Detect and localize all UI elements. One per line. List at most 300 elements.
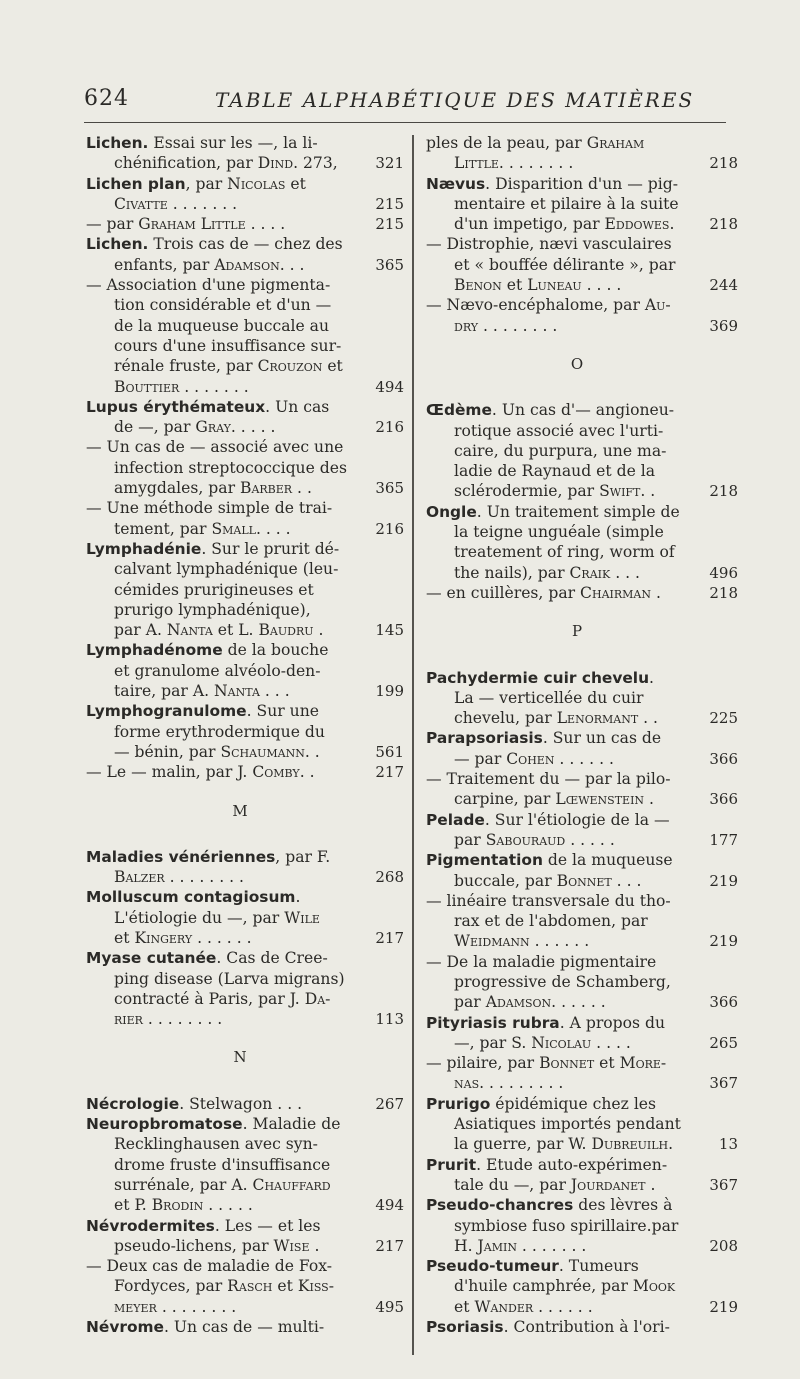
page-ref: 216 — [375, 519, 404, 538]
entry-line — [426, 563, 686, 583]
entry-line — [86, 559, 352, 579]
entry-term: Nécrologie — [86, 1094, 180, 1113]
author-name: Lœwenstein — [555, 790, 645, 809]
entry-line — [426, 850, 686, 870]
author-name: Lenormant — [556, 709, 639, 728]
entry-text: — Distrophie, nævi vasculaires — [426, 235, 672, 254]
column-divider — [412, 135, 414, 1355]
author-name: Wise — [273, 1236, 310, 1255]
index-entry — [426, 1094, 738, 1155]
entry-text: . . . — [610, 563, 640, 582]
entry-line — [426, 522, 686, 542]
entry-text: chevelu, par — [454, 709, 557, 728]
entry-line — [86, 336, 352, 356]
entry-text: et granulome alvéolo-den- — [114, 661, 321, 680]
entry-term: Prurit — [426, 1155, 477, 1174]
page-ref: 365 — [375, 255, 404, 274]
entry-text: . . . . . . . — [167, 194, 238, 213]
author-name: Comby — [252, 763, 300, 782]
entry-text: des lèvres à — [573, 1196, 673, 1215]
entry-line — [426, 1216, 686, 1236]
author-name: rier — [114, 1010, 143, 1029]
page-ref: 366 — [709, 790, 738, 809]
entry-term: Œdème — [426, 401, 492, 420]
author-name: Dind — [257, 154, 294, 173]
entry-line — [86, 620, 352, 640]
entry-line — [86, 1195, 352, 1215]
author-name: Craik — [569, 563, 611, 582]
entry-text: par — [454, 830, 486, 849]
page-ref: 244 — [709, 276, 738, 295]
entry-line — [426, 1195, 686, 1215]
entry-line — [86, 377, 352, 397]
entry-text: . . — [638, 709, 658, 728]
index-entry — [86, 234, 404, 275]
entry-text: rax et de l'abdomen, par — [454, 912, 648, 931]
entry-text: . Sur le prurit dé- — [201, 539, 340, 558]
entry-line — [86, 1317, 352, 1337]
entry-line — [426, 668, 686, 688]
entry-text: et « bouffée délirante », par — [454, 255, 676, 274]
author-name: Graham Little — [138, 215, 246, 234]
entry-text: . . . — [259, 682, 290, 701]
entry-term: Maladies vénériennes — [86, 847, 276, 866]
entry-text: . A propos du — [559, 1013, 666, 1032]
entry-line — [426, 708, 686, 728]
author-name: Jourdanet — [570, 1175, 646, 1194]
page-ref: 321 — [375, 154, 404, 173]
entry-text: caire, du purpura, une ma- — [454, 441, 667, 460]
index-entry — [426, 174, 738, 235]
entry-line — [426, 194, 686, 214]
page-ref: 218 — [709, 583, 738, 602]
entry-text: rotique associé avec l'urti- — [454, 421, 664, 440]
entry-text: et P. — [114, 1196, 152, 1215]
index-entry — [86, 1317, 404, 1337]
entry-line — [426, 1013, 686, 1033]
entry-line — [426, 1236, 686, 1256]
author-name: Civatte — [114, 194, 168, 213]
entry-text: et — [322, 357, 343, 376]
entry-term: Névrodermites — [86, 1216, 215, 1235]
entry-text: cémides prurigineuses et — [114, 580, 314, 599]
section-letter: O — [570, 354, 584, 373]
entry-term: Neuropbromatose — [86, 1115, 243, 1134]
entry-line — [86, 397, 352, 417]
entry-text: cours d'une insuffisance sur- — [114, 336, 342, 355]
entry-text: . . . . . . — [551, 993, 606, 1012]
entry-text: et — [501, 276, 528, 295]
entry-line — [426, 1256, 686, 1276]
entry-line — [86, 600, 352, 620]
index-entry — [86, 1114, 404, 1215]
entry-text: . — [668, 1135, 674, 1154]
entry-text: tale du —, par — [454, 1175, 571, 1194]
page-ref: 13 — [718, 1135, 738, 1154]
entry-text: — par — [86, 215, 139, 234]
entry-text: carpine, par — [454, 790, 556, 809]
index-entry — [426, 133, 738, 174]
author-name: Balzer — [114, 868, 165, 887]
entry-line — [86, 1216, 352, 1236]
entry-text: — Une méthode simple de trai- — [86, 499, 333, 518]
entry-text: et — [454, 1297, 475, 1316]
entry-line — [426, 1276, 686, 1296]
entry-text: . . . . — [591, 1033, 631, 1052]
entry-text: . — [309, 1236, 320, 1255]
entry-text: . — [669, 215, 675, 234]
author-name: Au- — [644, 296, 671, 315]
entry-line — [426, 789, 686, 809]
index-entry — [86, 1094, 404, 1114]
entry-text: . . . . . . . . — [164, 868, 244, 887]
entry-text: . Tumeurs — [558, 1257, 639, 1276]
index-entry — [86, 397, 404, 438]
index-entry — [86, 1256, 404, 1317]
entry-term: Névrome — [86, 1318, 164, 1337]
entry-text: calvant lymphadénique (leu- — [114, 560, 339, 579]
index-entry — [86, 762, 404, 782]
entry-text: Trois cas de — chez des — [148, 235, 343, 254]
entry-line — [86, 316, 352, 336]
entry-text: amygdales, par — [114, 479, 240, 498]
entry-text: — pilaire, par — [426, 1054, 540, 1073]
entry-line — [86, 762, 352, 782]
entry-term: Pseudo-chancres — [426, 1196, 574, 1215]
entry-line — [426, 1094, 686, 1114]
entry-text: . . — [640, 482, 656, 501]
entry-line — [86, 478, 352, 498]
entry-text: — par — [454, 749, 507, 768]
entry-line — [426, 1033, 686, 1053]
index-entry — [426, 810, 738, 851]
entry-text: . 273, — [293, 154, 338, 173]
author-name: Chairman — [580, 583, 651, 602]
entry-term: Lichen. — [86, 235, 149, 254]
entry-text: — Traitement du — par la pilo- — [426, 770, 671, 789]
entry-text: . . . . . — [230, 418, 276, 437]
author-name: Brodin — [151, 1196, 204, 1215]
page-ref: 369 — [709, 316, 738, 335]
entry-text: enfants, par — [114, 255, 215, 274]
author-name: Kingery — [134, 928, 193, 947]
entry-text: . . . . — [255, 519, 291, 538]
entry-text: . . . — [611, 871, 642, 890]
author-name: Cohen — [506, 749, 555, 768]
entry-line — [426, 1155, 686, 1175]
page-ref: 217 — [375, 763, 404, 782]
index-entry — [86, 1216, 404, 1257]
entry-line — [426, 441, 686, 461]
entry-text: . Les — et les — [214, 1216, 321, 1235]
entry-line — [86, 437, 352, 457]
page-ref: 145 — [375, 621, 404, 640]
author-name: Jamin — [477, 1236, 517, 1255]
index-entry — [86, 214, 404, 234]
index-entry — [86, 174, 404, 215]
author-name: Weidmann — [454, 932, 530, 951]
entry-text: de la bouche — [222, 641, 329, 660]
entry-text: . . . . . . . . — [498, 154, 574, 173]
index-column-left — [86, 133, 404, 1337]
author-name: Barber — [239, 479, 293, 498]
page-ref: 561 — [375, 742, 404, 761]
author-name: More- — [619, 1054, 667, 1073]
author-name: Nanta — [166, 621, 213, 640]
entry-text: . — [313, 621, 324, 640]
entry-text: . . — [292, 479, 312, 498]
entry-line — [86, 295, 352, 315]
entry-line — [86, 1134, 352, 1154]
index-column-right — [426, 133, 738, 1337]
page-ref: 218 — [709, 215, 738, 234]
entry-line — [86, 539, 352, 559]
entry-line — [86, 275, 352, 295]
entry-text: pseudo-lichens, par — [114, 1236, 274, 1255]
entry-text: contracté à Paris, par J. — [114, 989, 305, 1008]
index-entry — [426, 850, 738, 891]
index-entry — [86, 948, 404, 1029]
author-name: Mook — [632, 1277, 676, 1296]
entry-line — [426, 421, 686, 441]
running-title: TABLE ALPHABÉTIQUE DES MATIÈRES — [215, 88, 695, 112]
author-name: Kiss- — [297, 1277, 334, 1296]
entry-text: . . . . . . — [554, 749, 614, 768]
entry-text: . Un traitement simple de — [476, 502, 680, 521]
page-ref: 496 — [709, 563, 738, 582]
entry-text: la guerre, par W. — [454, 1135, 592, 1154]
entry-text: et — [594, 1054, 620, 1073]
author-name: Small — [211, 519, 256, 538]
entry-term: Parapsoriasis — [426, 729, 543, 748]
entry-line — [86, 681, 352, 701]
entry-line — [426, 502, 686, 522]
index-entry — [86, 640, 404, 701]
entry-text: et — [114, 928, 135, 947]
entry-line — [426, 992, 686, 1012]
entry-term: Lichen. — [86, 134, 149, 152]
index-entry — [86, 437, 404, 498]
entry-line — [426, 1114, 686, 1134]
entry-line — [86, 498, 352, 518]
page-ref: 494 — [375, 377, 404, 396]
entry-line — [426, 583, 686, 603]
author-name: Eddowes — [604, 215, 670, 234]
author-name: Dubreuilh — [591, 1135, 669, 1154]
author-name: Wander — [474, 1297, 534, 1316]
index-entry — [426, 891, 738, 952]
entry-text: . — [650, 583, 661, 602]
entry-term: Prurigo — [426, 1094, 491, 1113]
page-ref: 218 — [709, 482, 738, 501]
page-ref: 219 — [709, 1297, 738, 1316]
entry-text: , par — [185, 174, 228, 193]
author-name: Schaumann — [220, 742, 305, 761]
entry-line — [426, 316, 686, 336]
index-entry — [426, 400, 738, 501]
page-ref: 219 — [709, 871, 738, 890]
entry-line — [426, 1134, 686, 1154]
author-name: Chauffard — [252, 1175, 331, 1194]
entry-text: . . — [299, 763, 315, 782]
index-entry — [426, 668, 738, 729]
entry-line — [86, 1114, 352, 1134]
entry-line — [426, 1175, 686, 1195]
page-ref: 219 — [709, 932, 738, 951]
entry-text: forme erythrodermique du — [114, 722, 325, 741]
author-name: Adamson — [485, 993, 552, 1012]
entry-text: . . . . . . . . — [142, 1010, 223, 1029]
entry-text: . . . . . . . — [516, 1236, 587, 1255]
index-entry — [426, 234, 738, 295]
entry-text: . Un cas — [265, 397, 330, 416]
entry-line — [86, 701, 352, 721]
entry-line — [426, 952, 686, 972]
entry-line — [86, 234, 352, 254]
author-name: Gray — [195, 418, 231, 437]
author-name: Crouzon — [257, 357, 323, 376]
entry-term: Molluscum contagiosum — [86, 888, 296, 907]
entry-text: ping disease (Larva migrans) — [114, 969, 345, 988]
entry-text: . Un cas d'— angioneu- — [491, 401, 675, 420]
page-ref: 494 — [375, 1196, 404, 1215]
index-entry — [86, 498, 404, 539]
entry-line — [426, 931, 686, 951]
header-rule — [84, 122, 726, 123]
entry-text: treatement of ring, worm of — [454, 543, 675, 562]
index-entry — [426, 769, 738, 810]
entry-text: . . . . . . — [192, 928, 252, 947]
page-ref: 267 — [375, 1094, 404, 1113]
entry-text: tement, par — [114, 519, 212, 538]
entry-line — [86, 969, 352, 989]
entry-line — [426, 234, 686, 254]
index-entry — [426, 1256, 738, 1317]
entry-text: — Nævo-encéphalome, par — [426, 296, 645, 315]
entry-line — [86, 661, 352, 681]
entry-text: . . . . . . — [533, 1297, 593, 1316]
page-ref: 177 — [709, 830, 738, 849]
index-entry — [426, 1155, 738, 1196]
entry-text: et L. — [212, 621, 259, 640]
entry-text: de la muqueuse — [542, 851, 673, 870]
entry-line — [426, 542, 686, 562]
entry-line — [426, 769, 686, 789]
entry-line — [426, 728, 686, 748]
index-entry — [86, 847, 404, 888]
entry-line — [86, 153, 352, 173]
author-name: Nicolas — [227, 174, 286, 193]
author-name: meyer — [114, 1297, 157, 1316]
entry-line — [86, 928, 352, 948]
entry-line — [86, 948, 352, 968]
entry-line — [86, 867, 352, 887]
entry-term: Pseudo-tumeur — [426, 1257, 559, 1276]
entry-line — [426, 830, 686, 850]
index-entry — [86, 275, 404, 397]
entry-text: et — [272, 1277, 298, 1296]
entry-line — [86, 1175, 352, 1195]
entry-line — [86, 214, 352, 234]
page-ref: 215 — [375, 215, 404, 234]
entry-text: . Un cas de — multi- — [164, 1318, 325, 1337]
entry-text: . Sur l'étiologie de la — — [484, 810, 670, 829]
entry-text: . . . . . — [203, 1196, 253, 1215]
author-name: Graham — [586, 134, 645, 152]
entry-line — [426, 1053, 686, 1073]
entry-text: . . . . . . . . — [478, 316, 558, 335]
entry-line — [86, 887, 352, 907]
entry-text: . Sur une — [246, 702, 319, 721]
entry-text: surrénale, par A. — [114, 1175, 253, 1194]
entry-term: Ongle — [426, 502, 477, 521]
entry-line — [426, 153, 686, 173]
index-entry — [86, 887, 404, 948]
entry-term: Lupus érythémateux — [86, 397, 266, 416]
entry-text: . — [644, 790, 654, 809]
author-name: Bonnet — [539, 1054, 595, 1073]
author-name: Luneau — [527, 276, 582, 295]
entry-text: buccale, par — [454, 871, 557, 890]
entry-line — [426, 481, 686, 501]
author-name: Nanta — [214, 682, 260, 701]
entry-line — [86, 1256, 352, 1276]
author-name: Wile — [284, 908, 320, 927]
entry-line — [426, 255, 686, 275]
entry-line — [86, 742, 352, 762]
entry-text: la teigne unguéale (simple — [454, 523, 664, 542]
entry-text: the nails), par — [454, 563, 570, 582]
entry-line — [86, 908, 352, 928]
entry-text: drome fruste d'insuffisance — [114, 1155, 331, 1174]
entry-text: de la muqueuse buccale au — [114, 316, 330, 335]
entry-text: . Etude auto-expérimen- — [476, 1155, 668, 1174]
entry-term: Lichen plan — [86, 174, 186, 193]
page-ref: 495 — [375, 1297, 404, 1316]
entry-line — [426, 749, 686, 769]
entry-line — [86, 722, 352, 742]
entry-text: , par F. — [275, 847, 331, 866]
entry-term: Psoriasis — [426, 1318, 504, 1337]
entry-term: Nævus — [426, 174, 486, 193]
author-name: Rasch — [227, 1277, 273, 1296]
entry-text: mentaire et pilaire à la suite — [454, 194, 679, 213]
section-letter: M — [232, 801, 248, 820]
index-entry — [426, 502, 738, 583]
entry-text: . . . — [279, 255, 305, 274]
entry-line — [426, 911, 686, 931]
entry-line — [86, 356, 352, 376]
entry-line — [86, 1297, 352, 1317]
page-ref: 366 — [709, 749, 738, 768]
entry-text: . Cas de Cree- — [216, 949, 328, 968]
entry-text: . . . . . — [565, 830, 615, 849]
entry-text: — Association d'une pigmenta- — [86, 276, 331, 295]
entry-text: . Sur un cas de — [542, 729, 662, 748]
entry-text: . — [645, 1175, 656, 1194]
page-ref: 225 — [709, 709, 738, 728]
entry-line — [86, 194, 352, 214]
page-ref: 367 — [709, 1074, 738, 1093]
author-name: dry — [454, 316, 479, 335]
entry-text: . . . . — [581, 276, 622, 295]
entry-term: Pityriasis rubra — [426, 1013, 560, 1032]
entry-term: Myase cutanée — [86, 949, 217, 968]
entry-line — [86, 989, 352, 1009]
entry-text: — Deux cas de maladie de Fox- — [86, 1257, 333, 1276]
entry-text: . Contribution à l'ori- — [503, 1318, 670, 1337]
entry-text: tion considérable et d'un — — [114, 296, 332, 315]
